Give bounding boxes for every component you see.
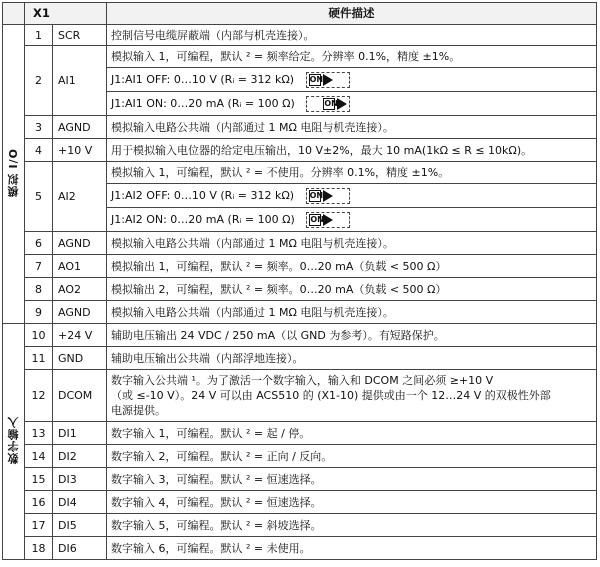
terminal-table	[2, 2, 597, 560]
row-desc: 模拟输入电路公共端（内部通过 1 MΩ 电阻与机壳连接）。	[107, 232, 597, 255]
table-row	[3, 116, 597, 139]
row-num: 9	[25, 301, 53, 324]
table-row	[3, 324, 597, 347]
row-name: AGND	[53, 232, 107, 255]
row-num: 6	[25, 232, 53, 255]
row-desc: 数字输入 5，可编程。默认 ² = 斜坡选择。	[107, 514, 597, 537]
row-num: 13	[25, 422, 53, 445]
table-row	[3, 255, 597, 278]
row-name: DI2	[53, 445, 107, 468]
row-desc: 数字输入 2，可编程。默认 ² = 正向 / 反向。	[107, 445, 597, 468]
table-row	[3, 468, 597, 491]
table-row	[3, 232, 597, 255]
row-name: GND	[53, 347, 107, 370]
table-row	[3, 347, 597, 370]
ai2-on-label: J1:AI2 ON: 0…20 mA (Rᵢ = 100 Ω)	[111, 212, 295, 226]
dcom-desc-line-2: （或 ≤-10 V）。24 V 可以由 ACS510 的 (X1-10) 提供或由一个 12…24 V 的双极性外部	[111, 389, 551, 402]
row-name: DI6	[53, 537, 107, 560]
row-name: DCOM	[53, 370, 107, 422]
row-desc: 控制信号电缆屏蔽端（内部与机壳连接）。	[107, 25, 597, 46]
table-row	[3, 278, 597, 301]
switch-arrow-icon: ON	[306, 72, 350, 88]
row-desc: 模拟输出 1，可编程，默认 ² = 频率。0…20 mA（负载 < 500 Ω）	[107, 255, 597, 278]
row-desc: 用于模拟输入电位器的给定电压输出，10 V±2%，最大 10 mA(1kΩ ≤ R ≤ 10kΩ)。	[107, 139, 597, 162]
switch-arrow-icon: ON	[306, 212, 350, 228]
row-name: AGND	[53, 116, 107, 139]
row-desc: 数字输入 1，可编程。默认 ² = 起 / 停。	[107, 422, 597, 445]
header-desc: 硬件描述	[107, 3, 597, 25]
row-name: AGND	[53, 301, 107, 324]
row-name: DI5	[53, 514, 107, 537]
table-row	[3, 301, 597, 324]
row-name: +24 V	[53, 324, 107, 347]
table-row	[3, 537, 597, 560]
ai1-off-cell	[107, 68, 597, 92]
table-row	[3, 370, 597, 422]
table-row	[3, 422, 597, 445]
row-desc: 模拟输入电路公共端（内部通过 1 MΩ 电阻与机壳连接）。	[107, 116, 597, 139]
table-row	[3, 445, 597, 468]
row-name: AI2	[53, 162, 107, 232]
row-num: 3	[25, 116, 53, 139]
row-num: 7	[25, 255, 53, 278]
row-num: 16	[25, 491, 53, 514]
table-row	[3, 25, 597, 46]
ai1-on-label: J1:AI1 ON: 0…20 mA (Rᵢ = 100 Ω)	[111, 96, 295, 110]
row-desc: 模拟输入 1，可编程，默认 ² = 不使用。分辨率 0.1%，精度 ±1%。	[107, 162, 597, 184]
header-blank	[3, 3, 25, 25]
row-name: AO2	[53, 278, 107, 301]
row-name: DI3	[53, 468, 107, 491]
row-desc: 辅助电压输出公共端（内部浮地连接）。	[107, 347, 597, 370]
group-analog: 模拟 I/O	[3, 25, 25, 324]
row-name: AI1	[53, 46, 107, 116]
table-row	[3, 491, 597, 514]
row-name: AO1	[53, 255, 107, 278]
row-name: SCR	[53, 25, 107, 46]
table-row	[3, 46, 597, 68]
row-num: 8	[25, 278, 53, 301]
row-num: 17	[25, 514, 53, 537]
ai1-off-label: J1:AI1 OFF: 0…10 V (Rᵢ = 312 kΩ)	[111, 72, 295, 86]
row-num: 4	[25, 139, 53, 162]
row-num: 11	[25, 347, 53, 370]
row-desc: 辅助电压输出 24 VDC / 250 mA（以 GND 为参考）。有短路保护。	[107, 324, 597, 347]
row-num: 14	[25, 445, 53, 468]
row-desc: 数字输入 6，可编程。默认 ² = 未使用。	[107, 537, 597, 560]
header-x1: X1	[25, 3, 107, 25]
ai2-off-label: J1:AI2 OFF: 0…10 V (Rᵢ = 312 kΩ)	[111, 188, 295, 202]
row-num: 15	[25, 468, 53, 491]
row-desc: 模拟输入电路公共端（内部通过 1 MΩ 电阻与机壳连接）。	[107, 301, 597, 324]
switch-arrow-icon: ON	[306, 96, 350, 112]
table-row	[3, 139, 597, 162]
row-num: 5	[25, 162, 53, 232]
dcom-desc-line-1: 数字输入公共端 ¹。为了激活一个数字输入，输入和 DCOM 之间必须 ≥+10 V	[111, 374, 494, 387]
row-num: 10	[25, 324, 53, 347]
row-name: +10 V	[53, 139, 107, 162]
table-header-row	[3, 3, 597, 25]
row-desc: 模拟输出 2，可编程，默认 ² = 频率。0…20 mA（负载 < 500 Ω）	[107, 278, 597, 301]
row-desc: 数字输入 3，可编程。默认 ² = 恒速选择。	[107, 468, 597, 491]
row-num: 1	[25, 25, 53, 46]
row-desc	[107, 370, 597, 422]
row-num: 18	[25, 537, 53, 560]
row-name: DI4	[53, 491, 107, 514]
switch-arrow-icon: ON	[306, 188, 350, 204]
row-desc: 模拟输入 1，可编程，默认 ² = 频率给定。分辨率 0.1%，精度 ±1%。	[107, 46, 597, 68]
dcom-desc-line-3: 电源提供。	[111, 404, 166, 417]
ai2-off-cell	[107, 184, 597, 208]
row-num: 12	[25, 370, 53, 422]
row-num: 2	[25, 46, 53, 116]
row-name: DI1	[53, 422, 107, 445]
table-row	[3, 162, 597, 184]
group-digital: 数字输入	[3, 324, 25, 560]
table-row	[3, 514, 597, 537]
ai2-on-cell	[107, 208, 597, 232]
ai1-on-cell	[107, 92, 597, 116]
row-desc: 数字输入 4，可编程。默认 ² = 恒速选择。	[107, 491, 597, 514]
